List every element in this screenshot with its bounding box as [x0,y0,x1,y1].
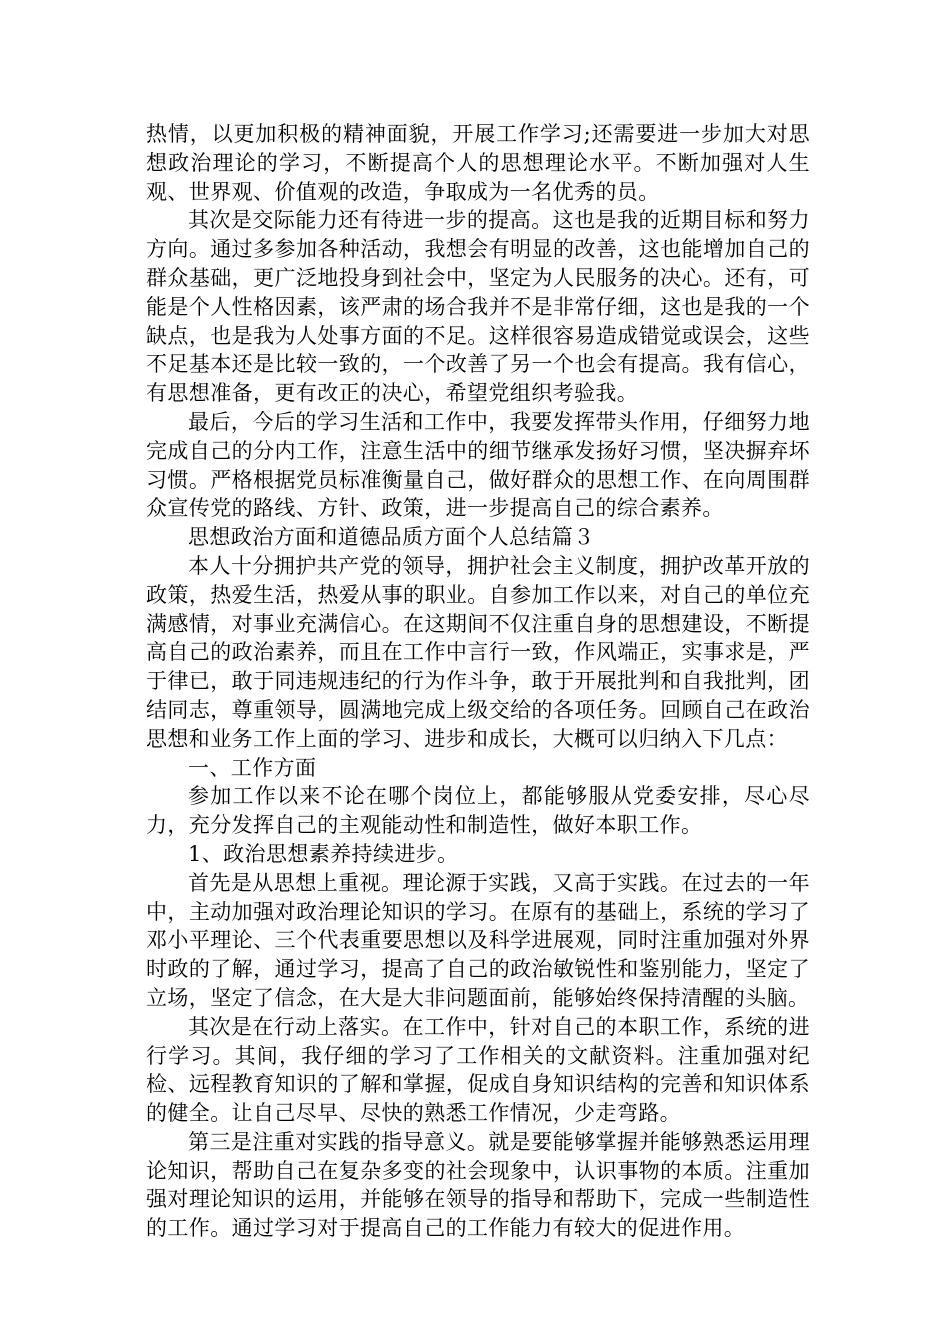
paragraph-continuation: 热情，以更加积极的精神面貌，开展工作学习;还需要进一步加大对思想政治理论的学习，不断提高个人的思想理论水平。不断加强对人生观、世界观、价值观的改造，争取成为一名优秀的员。 [146,122,810,204]
subheading-political-thought: 1、政治思想素养持续进步。 [188,841,459,866]
paragraph-third-practice: 第三是注重对实践的指导意义。就是要能够掌握并能够熟悉运用理论知识，帮助自己在复杂多变的社会现象中，认识事物的本质。注重加强对理论知识的运用，并能够在领导的指导和帮助下，完成一些制造性的工作。通过学习对于提高自己的工作能力有较大的促进作用。 [146,1129,810,1241]
paragraph-second-action: 其次是在行动上落实。在工作中，针对自己的本职工作，系统的进行学习。其间，我仔细的学习了工作相关的文献资料。注重加强对纪检、远程教育知识的了解和掌握，促成自身知识结构的完善和知识体系的健全。让自己尽早、尽快的熟悉工作情况，少走弯路。 [146,1014,810,1126]
subheading-work: 一、工作方面 [188,755,317,780]
paragraph-finally: 最后，今后的学习生活和工作中，我要发挥带头作用，仔细努力地完成自己的分内工作，注意生活中的细节继承发扬好习惯，坚决摒弃坏习惯。严格根据党员标准衡量自己，做好群众的思想工作、在向周围群众宣传党的路线、方针、政策，进一步提高自己的综合素养。 [146,409,810,521]
section-heading-part-3: 思想政治方面和道德品质方面个人总结篇３ [188,525,595,550]
paragraph-communication-skills: 其次是交际能力还有待进一步的提高。这也是我的近期目标和努力方向。通过多参加各种活动，我想会有明显的改善，这也能增加自己的群众基础，更广泛地投身到社会中，坚定为人民服务的决心。还有，可能是个人性格因素，该严肃的场合我并不是非常仔细，这也是我的一个缺点，也是我为人处事方面的不足。这样很容易造成错觉或误会，这些不足基本还是比较一致的，一个改善了另一个也会有提高。我有信心，有思想准备，更有改正的决心，希望党组织考验我。 [146,208,810,406]
paragraph-intro: 本人十分拥护共产党的领导，拥护社会主义制度，拥护改革开放的政策，热爱生活，热爱从事的职业。自参加工作以来，对自己的单位充满感情，对事业充满信心。在这期间不仅注重自身的思想建设，不断提高自己的政治素养，而且在工作中言行一致，作风端正，实事求是，严于律已，敢于同违规违纪的行为作斗争，敢于开展批判和自我批判，团结同志，尊重领导，圆满地完成上级交给的各项任务。回顾自己在政治思想和业务工作上面的学习、进步和成长，大概可以归纳入下几点： [146,553,810,751]
paragraph-work: 参加工作以来不论在哪个岗位上，都能够服从党委安排，尽心尽力，充分发挥自己的主观能动性和制造性，做好本职工作。 [146,784,810,838]
paragraph-first-thought: 首先是从思想上重视。理论源于实践，又高于实践。在过去的一年中，主动加强对政治理论知识的学习。在原有的基础上，系统的学习了邓小平理论、三个代表重要思想以及科学进展观，同时注重加强对外界时政的了解，通过学习，提高了自己的政治敏锐性和鉴别能力，坚定了立场，坚定了信念，在大是大非问题面前，能够始终保持清醒的头脑。 [146,870,810,1010]
document-body [146,120,810,1243]
